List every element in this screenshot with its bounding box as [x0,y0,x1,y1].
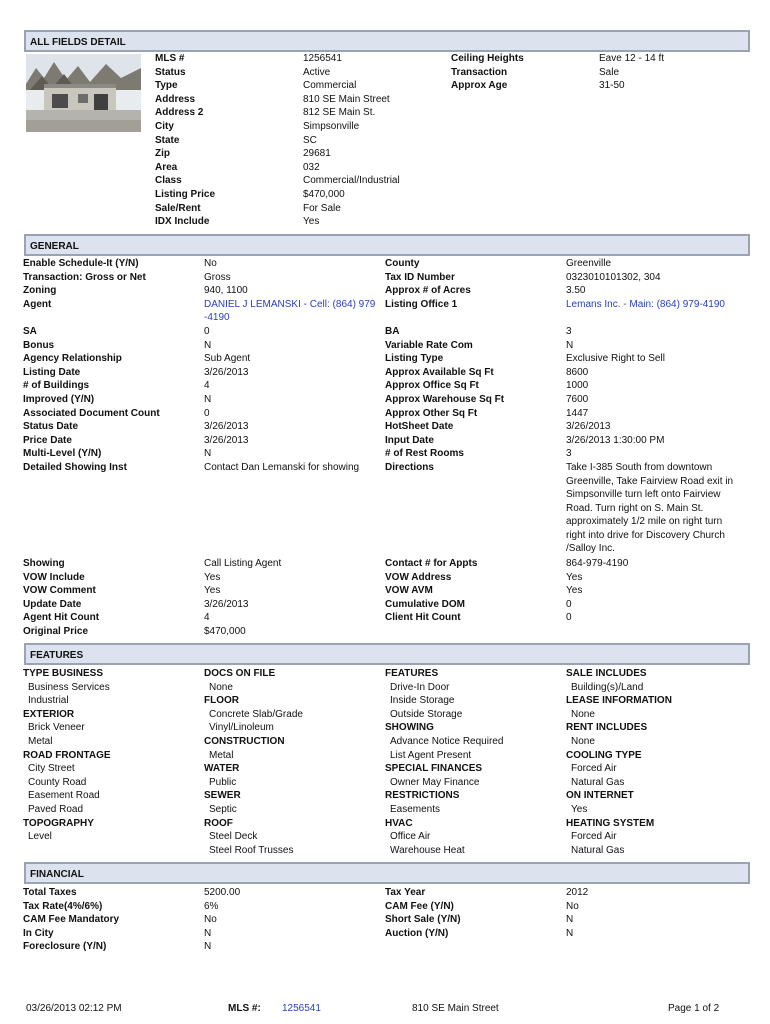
feature-heading: HVAC [385,817,413,829]
field-value: 3/26/2013 1:30:00 PM [566,434,665,446]
feature-heading: RENT INCLUDES [566,722,648,734]
field-label: Listing Office 1 [385,298,458,310]
field-label: HotSheet Date [385,421,454,433]
field-label: Approx Office Sq Ft [385,380,479,392]
agent-link-cont[interactable]: -4190 [204,312,230,324]
section-title: GENERAL [30,241,79,252]
field-value: Active [303,66,331,78]
field-value: N [204,339,212,351]
field-value: 2012 [566,887,589,898]
field-label: Listing Type [385,353,444,365]
footer-datetime: 03/26/2013 02:12 PM [26,1003,122,1014]
field-value: Greenville [566,258,612,269]
feature-item: County Road [28,776,87,788]
field-label: Detailed Showing Inst [23,461,127,473]
field-label: SA [23,325,37,337]
field-value: N [204,927,212,939]
feature-item: Easements [390,803,441,815]
financial-labels-1 [23,886,119,954]
field-value: 6% [204,900,219,912]
general-values-1 [204,257,375,475]
field-value: 3/26/2013 [204,434,249,446]
features-col-1 [23,667,111,844]
field-label: BA [385,325,400,337]
field-label: City [155,120,174,132]
feature-item: Forced Air [571,763,617,775]
field-value: 864-979-4190 [566,558,629,569]
field-value: Exclusive Right to Sell [566,353,665,365]
field-label: MLS # [155,53,185,64]
field-value: 810 SE Main Street [303,93,390,105]
field-value: Yes [204,585,221,597]
features-col-4 [566,667,672,857]
feature-item: Office Air [390,831,431,843]
top-values [303,52,400,229]
field-label: Input Date [385,434,434,446]
feature-item: Natural Gas [571,776,625,788]
feature-item: Steel Roof Trusses [209,844,294,856]
field-label: Associated Document Count [23,407,160,419]
field-label: VOW Comment [23,585,96,597]
field-label: Address [155,93,196,105]
general-lower-labels-1 [23,557,99,639]
field-label: # of Buildings [23,380,90,392]
feature-item: Steel Deck [209,831,258,843]
feature-heading: COOLING TYPE [566,749,642,761]
directions-line: Simpsonville turn left onto Fairview [566,489,721,501]
feature-heading: WATER [204,763,240,775]
feature-item: Metal [28,735,53,747]
field-value: N [566,914,574,926]
field-label: Transaction: Gross or Net [23,271,146,283]
field-label: VOW AVM [385,585,433,597]
field-value: 940, 1100 [204,285,248,297]
field-value: Yes [566,571,583,583]
feature-heading: TOPOGRAPHY [23,817,94,829]
field-value: $470,000 [204,625,246,637]
field-label: Listing Price [155,188,216,200]
feature-heading: SHOWING [385,722,434,734]
field-value: 1447 [566,407,589,419]
field-label: # of Rest Rooms [385,448,464,460]
field-value: SC [303,134,317,146]
section-header-financial [24,862,750,884]
field-value: No [204,258,217,269]
listing-office-link[interactable]: Lemans Inc. - Main: (864) 979-4190 [566,298,725,310]
feature-item: Advance Notice Required [390,735,504,747]
field-label: Directions [385,461,434,473]
feature-item: Level [28,831,52,843]
general-values-2 [566,257,733,556]
feature-item: Building(s)/Land [571,681,644,693]
field-value: 1000 [566,380,589,392]
feature-item: None [571,708,595,720]
feature-item: Metal [209,749,234,761]
feature-heading: SALE INCLUDES [566,668,647,679]
feature-item: Drive-In Door [390,681,450,693]
field-value: Commercial [303,80,357,92]
general-labels-2 [385,257,504,475]
feature-item: Paved Road [28,803,84,815]
field-label: Approx # of Acres [385,285,471,297]
feature-heading: FEATURES [385,668,439,679]
footer-mls-label: MLS #: [228,1003,261,1014]
section-header-all-fields [24,30,750,52]
field-value: Call Listing Agent [204,558,282,569]
field-label: Zoning [23,285,57,297]
top-values-2 [599,52,664,93]
feature-heading: FLOOR [204,695,239,707]
field-label: Sale/Rent [155,202,201,214]
field-value: 3.50 [566,285,586,297]
field-label: In City [23,927,54,939]
field-value: 0 [566,612,572,624]
feature-heading: ON INTERNET [566,790,634,802]
field-label: Foreclosure (Y/N) [23,941,107,953]
field-label: CAM Fee Mandatory [23,914,120,926]
feature-heading: ROAD FRONTAGE [23,749,111,761]
field-label: Approx Available Sq Ft [385,366,494,378]
footer-page-number: Page 1 of 2 [668,1003,720,1014]
feature-item: Outside Storage [390,708,463,720]
field-label [385,311,504,325]
field-label: Tax Year [385,887,426,898]
general-lower-labels-2 [385,557,477,625]
field-value: 7600 [566,393,589,405]
field-label: Area [155,161,178,173]
field-value: Commercial/Industrial [303,175,400,187]
feature-item: Natural Gas [571,844,625,856]
field-label: Contact # for Appts [385,558,478,569]
field-value: Yes [204,571,221,583]
feature-item: None [571,735,595,747]
field-label: Price Date [23,434,72,446]
field-value: 5200.00 [204,887,241,898]
feature-item: Inside Storage [390,695,455,707]
footer-mls-link[interactable]: 1256541 [282,1003,321,1014]
financial-values-1 [204,886,240,954]
directions-line: approximately 1/2 mile on right turn [566,516,723,528]
field-value: 4 [204,612,210,624]
field-label: Zip [155,148,170,160]
feature-item: Septic [209,803,237,815]
field-value: Simpsonville [303,120,360,132]
property-photo [26,54,141,132]
field-label: Variable Rate Com [385,339,473,351]
field-value: 032 [303,161,320,173]
field-label: CAM Fee (Y/N) [385,900,454,912]
feature-heading: TYPE BUSINESS [23,668,104,679]
field-value: $470,000 [303,188,345,200]
field-label: Short Sale (Y/N) [385,914,461,926]
field-value: 31-50 [599,80,625,92]
feature-heading: LEASE INFORMATION [566,695,672,707]
features-col-3 [385,667,503,857]
field-value: Sale [599,66,620,78]
field-label: Enable Schedule-It (Y/N) [23,258,139,269]
field-label: Showing [23,558,65,569]
field-value: Eave 12 - 14 ft [599,53,665,64]
field-label: Approx Age [451,80,508,92]
section-title: ALL FIELDS DETAIL [30,37,126,48]
field-value: Yes [303,216,320,228]
feature-heading: HEATING SYSTEM [566,817,655,829]
top-labels-2 [451,52,524,93]
feature-item: Industrial [28,695,69,707]
feature-heading: RESTRICTIONS [385,790,460,802]
feature-item: None [209,681,233,693]
feature-item: Yes [571,803,588,815]
field-value: 0323010101302, 304 [566,271,661,283]
field-label: Total Taxes [23,887,77,898]
field-value: Yes [566,585,583,597]
field-label: Status [155,66,186,78]
field-label: Multi-Level (Y/N) [23,448,102,460]
general-lower-values-1 [204,557,281,639]
field-value: 3/26/2013 [566,421,611,433]
field-value: For Sale [303,202,341,214]
feature-item: Concrete Slab/Grade [209,708,303,720]
directions-line: /Salloy Inc. [566,543,615,555]
field-value: N [204,941,212,953]
feature-item: Business Services [28,681,110,693]
feature-heading: SEWER [204,790,241,802]
field-label: Tax Rate(4%/6%) [23,900,103,912]
field-value: 1256541 [303,53,342,64]
agent-link[interactable]: DANIEL J LEMANSKI - Cell: (864) 979 [204,298,376,310]
field-value: Gross [204,271,231,283]
feature-item: Vinyl/Linoleum [209,722,274,734]
field-value: 4 [204,380,210,392]
field-value: 0 [204,407,210,419]
field-label: Ceiling Heights [451,53,524,64]
financial-labels-2 [385,886,461,940]
field-label: Agent Hit Count [23,612,100,624]
feature-item: Public [209,776,237,788]
feature-item: List Agent Present [390,749,472,761]
field-label: Tax ID Number [385,271,455,283]
field-value: 3 [566,448,572,460]
feature-heading: SPECIAL FINANCES [385,763,483,775]
directions-line: Greenville, Take Fairview Road exit in [566,475,734,487]
feature-item: Owner May Finance [390,776,480,788]
field-value: 812 SE Main St. [303,107,376,119]
field-value: 3/26/2013 [204,598,249,610]
field-label: Approx Warehouse Sq Ft [385,393,505,405]
features-col-2 [204,667,303,857]
section-header-general [24,234,750,256]
field-value: 29681 [303,148,331,160]
feature-item: Warehouse Heat [390,844,465,856]
section-title: FINANCIAL [30,869,84,880]
feature-heading: CONSTRUCTION [204,735,285,747]
field-label: VOW Address [385,571,452,583]
feature-heading: EXTERIOR [23,708,75,720]
field-value: 8600 [566,366,589,378]
field-label: Approx Other Sq Ft [385,407,478,419]
field-value [566,311,733,325]
field-value: Take I-385 South from downtown [566,461,713,473]
field-label: Bonus [23,339,55,351]
field-label: County [385,258,420,269]
feature-heading: ROOF [204,817,233,829]
general-lower-values-2 [566,557,628,625]
section-title: FEATURES [30,650,84,661]
field-value: 0 [566,598,572,610]
field-label: Listing Date [23,366,81,378]
field-label: Improved (Y/N) [23,393,95,405]
field-label: Type [155,80,178,92]
field-value: 3 [566,325,572,337]
field-label: Update Date [23,598,82,610]
field-value: 0 [204,325,210,337]
field-value: 3/26/2013 [204,421,249,433]
field-label: Original Price [23,625,89,637]
field-label: IDX Include [155,216,210,228]
field-label: Status Date [23,421,79,433]
directions-line: Road. Turn right on S. Main St. [566,502,704,514]
directions-line: right into drive for Discovery Church [566,529,725,541]
field-value: 3/26/2013 [204,366,249,378]
field-value: No [566,900,579,912]
field-label: Agency Relationship [23,353,122,365]
financial-values-2 [566,886,588,940]
feature-item: Forced Air [571,831,617,843]
field-label: VOW Include [23,571,85,583]
field-value: N [204,448,212,460]
footer-address: 810 SE Main Street [412,1003,499,1014]
field-label: Agent [23,298,52,310]
field-label: Address 2 [155,107,204,119]
feature-item: Easement Road [28,790,100,802]
feature-item: Brick Veneer [28,722,85,734]
field-label: Transaction [451,66,508,78]
field-value: No [204,914,217,926]
field-value: N [204,393,212,405]
field-value: Contact Dan Lemanski for showing [204,461,360,473]
field-label: State [155,134,180,146]
field-value: N [566,339,574,351]
feature-item: City Street [28,763,75,775]
field-label: Class [155,175,182,187]
field-label: Cumulative DOM [385,598,466,610]
field-label: Client Hit Count [385,612,461,624]
field-label: Auction (Y/N) [385,927,449,939]
top-labels [155,52,215,229]
field-value: N [566,927,574,939]
feature-heading: DOCS ON FILE [204,668,276,679]
field-label [23,311,160,325]
field-value: Sub Agent [204,353,251,365]
section-header-features [24,643,750,665]
general-labels-1 [23,257,160,475]
